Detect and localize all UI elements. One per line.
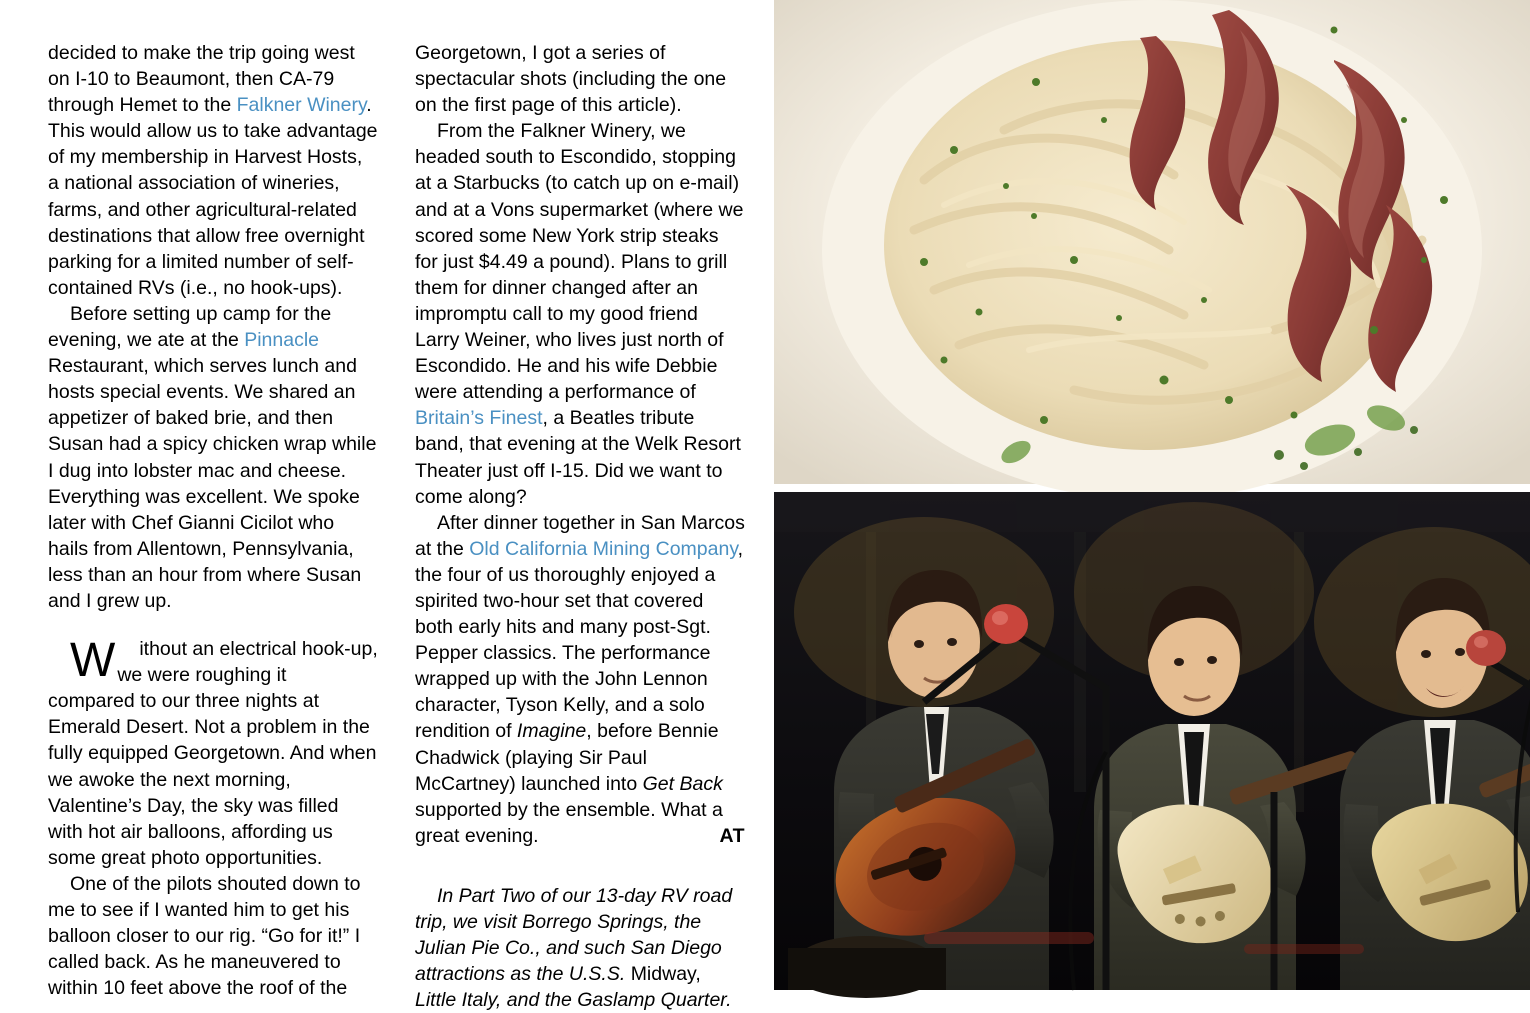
italic-text: In Part Two of our 13-day RV road trip, we visit Bor: [415, 884, 733, 933]
inline-link[interactable]: Old California Mining Company: [469, 537, 738, 560]
drop-cap: W: [70, 634, 116, 688]
inline-link[interactable]: Pinnacle: [244, 329, 320, 352]
text-column-right: [415, 40, 745, 1013]
body-text: ithout an electrical hook-up, we were roughing it compared to our three nights at Emerald Desert. Not a problem in the fully equipped Georgetown. And when we awoke the next morning, Valentine’s Day, the sky was filled with hot air balloons, affording us some great photo opportunities.: [48, 638, 378, 869]
italic-text: Little Italy, and the Gaslamp Quarter.: [415, 989, 732, 1012]
paragraph: [415, 510, 745, 849]
body-text: From the Falkner Winery, we headed south to Escondido, stopping at a Starbucks (to catch up on e-mail) and at a Vons supermarket (where we scored some New York strip steaks for just $4.49 a pound). Plans to grill them for dinner changed after an impromptu call to my good friend Larry Weiner, who lives just north of Escondido. He and his wife Debbie were attending a performance of: [415, 120, 744, 404]
body-text: supported by the ensemble. What a great evening.: [415, 798, 723, 847]
inline-link[interactable]: Falkner Winery: [236, 94, 367, 117]
body-text: , the four of us thoroughly enjoyed a spirited two-hour set that covered both early hits and many post-Sgt. Pepper classics. The performance wrapped up with the John Lennon character, Tyson Kelly, and a solo rendition of: [415, 537, 744, 743]
paragraph: [48, 871, 378, 1001]
body-text: , before Bennie Chadwick (playing Sir Paul McCartney) launched into: [415, 720, 719, 795]
roman-text: Midway,: [630, 963, 701, 986]
body-text: One of the pilots shouted down to me to see if I wanted him to get his balloon closer to our rig. “Go for it!” I called back. As he maneuvered to within 10 feet above the roof of the: [48, 872, 361, 1000]
photo-pasta-dish: [774, 0, 1530, 484]
body-text: Restaurant, which serves lunch and hosts special events. We shared an appetizer of baked brie, and then Susan had a spicy chicken wrap while I dug into lobster mac and cheese. Everything was excellent. We spoke later with Chef Gianni Cicilot who hails from Allentown, Pennsylvania, less than an hour from where Susan and I grew up.: [48, 355, 377, 612]
photo-tribute-band: [774, 492, 1530, 990]
paragraph: [415, 118, 745, 509]
body-text: Georgetown, I got a series of spectacular shots (including the one on the first page of this article).: [415, 42, 727, 117]
paragraph-with-dropcap: [48, 636, 378, 871]
next-issue-teaser: [415, 883, 745, 1013]
paragraph: [48, 40, 378, 301]
body-text: After dinner together in San Marcos at the: [415, 511, 745, 560]
article-end-mark: AT: [719, 824, 745, 847]
italic-text: Imagine: [516, 720, 587, 743]
body-text: . This would allow us to take advantage of my membership in Harvest Hosts, a national association of wineries, farms, and other agricultural-related destinations that allow free overnight parking for a limited number of self-contained RVs (i.e., no hook-ups).: [48, 94, 378, 299]
body-text: decided to make the trip going west on I-10 to Beaumont, then CA-79 through Hemet to the: [48, 42, 355, 117]
body-text: , a Beatles tribute band, that evening at the Welk Resort Theater just off I-15. Did we want to come along?: [415, 407, 741, 508]
italic-text: Get Back: [642, 772, 723, 795]
text-column-left: [48, 40, 378, 1001]
paragraph: [48, 301, 378, 614]
paragraph: [415, 40, 745, 118]
italic-text: rego Springs, the Julian Pie Co., and such San Diego attractions as the U.S.S.: [415, 911, 722, 986]
inline-link[interactable]: Britain’s Finest: [415, 407, 543, 430]
body-text: Before setting up camp for the evening, we ate at the: [48, 302, 332, 352]
